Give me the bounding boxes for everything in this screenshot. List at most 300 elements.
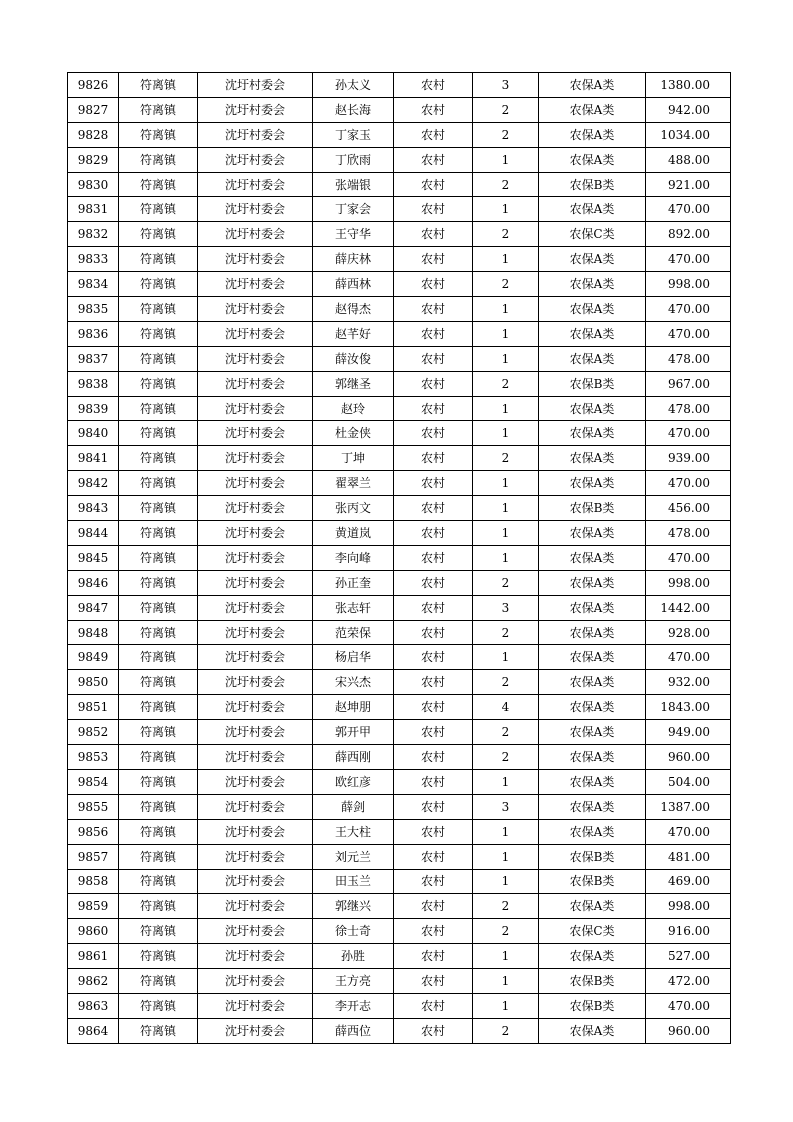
town-cell: 符离镇 bbox=[119, 521, 198, 546]
name-cell: 孙太义 bbox=[313, 73, 394, 98]
row-number: 9862 bbox=[68, 969, 119, 994]
household-size-cell: 1 bbox=[473, 471, 539, 496]
row-number: 9863 bbox=[68, 993, 119, 1018]
table-row bbox=[68, 496, 731, 521]
village-cell: 沈圩村委会 bbox=[198, 73, 313, 98]
village-cell: 沈圩村委会 bbox=[198, 844, 313, 869]
table-row bbox=[68, 297, 731, 322]
amount-cell: 932.00 bbox=[646, 670, 731, 695]
table-row bbox=[68, 272, 731, 297]
row-number: 9837 bbox=[68, 346, 119, 371]
amount-cell: 478.00 bbox=[646, 346, 731, 371]
area-type-cell: 农村 bbox=[394, 297, 473, 322]
name-cell: 范荣保 bbox=[313, 620, 394, 645]
insurance-category-cell: 农保A类 bbox=[539, 346, 646, 371]
household-size-cell: 1 bbox=[473, 545, 539, 570]
insurance-category-cell: 农保B类 bbox=[539, 172, 646, 197]
town-cell: 符离镇 bbox=[119, 446, 198, 471]
amount-cell: 1034.00 bbox=[646, 122, 731, 147]
household-size-cell: 2 bbox=[473, 222, 539, 247]
household-size-cell: 2 bbox=[473, 371, 539, 396]
table-row bbox=[68, 521, 731, 546]
village-cell: 沈圩村委会 bbox=[198, 944, 313, 969]
town-cell: 符离镇 bbox=[119, 844, 198, 869]
table-row bbox=[68, 894, 731, 919]
amount-cell: 470.00 bbox=[646, 471, 731, 496]
town-cell: 符离镇 bbox=[119, 720, 198, 745]
insurance-category-cell: 农保A类 bbox=[539, 670, 646, 695]
area-type-cell: 农村 bbox=[394, 446, 473, 471]
area-type-cell: 农村 bbox=[394, 919, 473, 944]
town-cell: 符离镇 bbox=[119, 421, 198, 446]
row-number: 9849 bbox=[68, 645, 119, 670]
name-cell: 薛汝俊 bbox=[313, 346, 394, 371]
household-size-cell: 2 bbox=[473, 446, 539, 471]
town-cell: 符离镇 bbox=[119, 396, 198, 421]
row-number: 9850 bbox=[68, 670, 119, 695]
area-type-cell: 农村 bbox=[394, 321, 473, 346]
insurance-category-cell: 农保A类 bbox=[539, 471, 646, 496]
household-size-cell: 1 bbox=[473, 993, 539, 1018]
row-number: 9826 bbox=[68, 73, 119, 98]
village-cell: 沈圩村委会 bbox=[198, 321, 313, 346]
row-number: 9828 bbox=[68, 122, 119, 147]
insurance-category-cell: 农保A类 bbox=[539, 297, 646, 322]
area-type-cell: 农村 bbox=[394, 197, 473, 222]
insurance-category-cell: 农保A类 bbox=[539, 247, 646, 272]
village-cell: 沈圩村委会 bbox=[198, 993, 313, 1018]
insurance-category-cell: 农保B类 bbox=[539, 496, 646, 521]
village-cell: 沈圩村委会 bbox=[198, 396, 313, 421]
row-number: 9833 bbox=[68, 247, 119, 272]
area-type-cell: 农村 bbox=[394, 794, 473, 819]
amount-cell: 998.00 bbox=[646, 272, 731, 297]
row-number: 9857 bbox=[68, 844, 119, 869]
amount-cell: 470.00 bbox=[646, 321, 731, 346]
town-cell: 符离镇 bbox=[119, 919, 198, 944]
amount-cell: 892.00 bbox=[646, 222, 731, 247]
insurance-category-cell: 农保A类 bbox=[539, 97, 646, 122]
area-type-cell: 农村 bbox=[394, 844, 473, 869]
amount-cell: 470.00 bbox=[646, 197, 731, 222]
household-size-cell: 1 bbox=[473, 321, 539, 346]
village-cell: 沈圩村委会 bbox=[198, 670, 313, 695]
amount-cell: 967.00 bbox=[646, 371, 731, 396]
name-cell: 翟翠兰 bbox=[313, 471, 394, 496]
insurance-category-cell: 农保A类 bbox=[539, 620, 646, 645]
row-number: 9846 bbox=[68, 570, 119, 595]
amount-cell: 960.00 bbox=[646, 1018, 731, 1043]
amount-cell: 481.00 bbox=[646, 844, 731, 869]
area-type-cell: 农村 bbox=[394, 769, 473, 794]
household-size-cell: 1 bbox=[473, 197, 539, 222]
records-table bbox=[67, 72, 731, 1044]
row-number: 9859 bbox=[68, 894, 119, 919]
area-type-cell: 农村 bbox=[394, 695, 473, 720]
table-row bbox=[68, 222, 731, 247]
area-type-cell: 农村 bbox=[394, 745, 473, 770]
area-type-cell: 农村 bbox=[394, 421, 473, 446]
town-cell: 符离镇 bbox=[119, 172, 198, 197]
table-row bbox=[68, 769, 731, 794]
village-cell: 沈圩村委会 bbox=[198, 969, 313, 994]
name-cell: 赵长海 bbox=[313, 97, 394, 122]
amount-cell: 470.00 bbox=[646, 421, 731, 446]
town-cell: 符离镇 bbox=[119, 819, 198, 844]
village-cell: 沈圩村委会 bbox=[198, 570, 313, 595]
table-row bbox=[68, 1018, 731, 1043]
insurance-category-cell: 农保A类 bbox=[539, 122, 646, 147]
area-type-cell: 农村 bbox=[394, 371, 473, 396]
table-row bbox=[68, 869, 731, 894]
amount-cell: 456.00 bbox=[646, 496, 731, 521]
household-size-cell: 2 bbox=[473, 620, 539, 645]
area-type-cell: 农村 bbox=[394, 545, 473, 570]
name-cell: 黄道岚 bbox=[313, 521, 394, 546]
amount-cell: 939.00 bbox=[646, 446, 731, 471]
town-cell: 符离镇 bbox=[119, 297, 198, 322]
insurance-category-cell: 农保C类 bbox=[539, 222, 646, 247]
insurance-category-cell: 农保A类 bbox=[539, 819, 646, 844]
name-cell: 李开志 bbox=[313, 993, 394, 1018]
town-cell: 符离镇 bbox=[119, 73, 198, 98]
amount-cell: 470.00 bbox=[646, 645, 731, 670]
town-cell: 符离镇 bbox=[119, 1018, 198, 1043]
household-size-cell: 1 bbox=[473, 969, 539, 994]
household-size-cell: 1 bbox=[473, 247, 539, 272]
household-size-cell: 1 bbox=[473, 944, 539, 969]
village-cell: 沈圩村委会 bbox=[198, 297, 313, 322]
town-cell: 符离镇 bbox=[119, 869, 198, 894]
area-type-cell: 农村 bbox=[394, 346, 473, 371]
area-type-cell: 农村 bbox=[394, 496, 473, 521]
name-cell: 郭继兴 bbox=[313, 894, 394, 919]
town-cell: 符离镇 bbox=[119, 620, 198, 645]
name-cell: 薛西林 bbox=[313, 272, 394, 297]
household-size-cell: 1 bbox=[473, 421, 539, 446]
town-cell: 符离镇 bbox=[119, 97, 198, 122]
village-cell: 沈圩村委会 bbox=[198, 819, 313, 844]
row-number: 9852 bbox=[68, 720, 119, 745]
area-type-cell: 农村 bbox=[394, 645, 473, 670]
amount-cell: 942.00 bbox=[646, 97, 731, 122]
insurance-category-cell: 农保A类 bbox=[539, 645, 646, 670]
area-type-cell: 农村 bbox=[394, 471, 473, 496]
row-number: 9843 bbox=[68, 496, 119, 521]
row-number: 9851 bbox=[68, 695, 119, 720]
town-cell: 符离镇 bbox=[119, 695, 198, 720]
town-cell: 符离镇 bbox=[119, 496, 198, 521]
village-cell: 沈圩村委会 bbox=[198, 247, 313, 272]
insurance-category-cell: 农保A类 bbox=[539, 944, 646, 969]
area-type-cell: 农村 bbox=[394, 272, 473, 297]
amount-cell: 949.00 bbox=[646, 720, 731, 745]
village-cell: 沈圩村委会 bbox=[198, 421, 313, 446]
area-type-cell: 农村 bbox=[394, 595, 473, 620]
table-row bbox=[68, 371, 731, 396]
town-cell: 符离镇 bbox=[119, 645, 198, 670]
name-cell: 王大柱 bbox=[313, 819, 394, 844]
name-cell: 张志轩 bbox=[313, 595, 394, 620]
table-row bbox=[68, 197, 731, 222]
village-cell: 沈圩村委会 bbox=[198, 894, 313, 919]
household-size-cell: 2 bbox=[473, 894, 539, 919]
area-type-cell: 农村 bbox=[394, 894, 473, 919]
area-type-cell: 农村 bbox=[394, 869, 473, 894]
name-cell: 赵芊好 bbox=[313, 321, 394, 346]
household-size-cell: 1 bbox=[473, 869, 539, 894]
village-cell: 沈圩村委会 bbox=[198, 521, 313, 546]
insurance-category-cell: 农保C类 bbox=[539, 919, 646, 944]
area-type-cell: 农村 bbox=[394, 247, 473, 272]
town-cell: 符离镇 bbox=[119, 944, 198, 969]
name-cell: 郭开甲 bbox=[313, 720, 394, 745]
village-cell: 沈圩村委会 bbox=[198, 545, 313, 570]
household-size-cell: 1 bbox=[473, 147, 539, 172]
household-size-cell: 3 bbox=[473, 73, 539, 98]
town-cell: 符离镇 bbox=[119, 993, 198, 1018]
amount-cell: 488.00 bbox=[646, 147, 731, 172]
village-cell: 沈圩村委会 bbox=[198, 620, 313, 645]
row-number: 9844 bbox=[68, 521, 119, 546]
name-cell: 丁家玉 bbox=[313, 122, 394, 147]
row-number: 9838 bbox=[68, 371, 119, 396]
table-row bbox=[68, 97, 731, 122]
name-cell: 丁坤 bbox=[313, 446, 394, 471]
name-cell: 王守华 bbox=[313, 222, 394, 247]
name-cell: 薛庆林 bbox=[313, 247, 394, 272]
household-size-cell: 2 bbox=[473, 97, 539, 122]
amount-cell: 1387.00 bbox=[646, 794, 731, 819]
insurance-category-cell: 农保A类 bbox=[539, 595, 646, 620]
name-cell: 张丙文 bbox=[313, 496, 394, 521]
table-row bbox=[68, 969, 731, 994]
area-type-cell: 农村 bbox=[394, 97, 473, 122]
name-cell: 薛剑 bbox=[313, 794, 394, 819]
village-cell: 沈圩村委会 bbox=[198, 371, 313, 396]
area-type-cell: 农村 bbox=[394, 521, 473, 546]
amount-cell: 1843.00 bbox=[646, 695, 731, 720]
table-row bbox=[68, 745, 731, 770]
insurance-category-cell: 农保A类 bbox=[539, 545, 646, 570]
household-size-cell: 1 bbox=[473, 844, 539, 869]
row-number: 9830 bbox=[68, 172, 119, 197]
household-size-cell: 2 bbox=[473, 272, 539, 297]
town-cell: 符离镇 bbox=[119, 745, 198, 770]
area-type-cell: 农村 bbox=[394, 122, 473, 147]
name-cell: 孙正奎 bbox=[313, 570, 394, 595]
area-type-cell: 农村 bbox=[394, 720, 473, 745]
table-row bbox=[68, 645, 731, 670]
amount-cell: 998.00 bbox=[646, 570, 731, 595]
village-cell: 沈圩村委会 bbox=[198, 446, 313, 471]
village-cell: 沈圩村委会 bbox=[198, 919, 313, 944]
town-cell: 符离镇 bbox=[119, 371, 198, 396]
table-row bbox=[68, 944, 731, 969]
town-cell: 符离镇 bbox=[119, 670, 198, 695]
village-cell: 沈圩村委会 bbox=[198, 197, 313, 222]
household-size-cell: 1 bbox=[473, 346, 539, 371]
name-cell: 张端银 bbox=[313, 172, 394, 197]
village-cell: 沈圩村委会 bbox=[198, 496, 313, 521]
amount-cell: 928.00 bbox=[646, 620, 731, 645]
row-number: 9861 bbox=[68, 944, 119, 969]
household-size-cell: 2 bbox=[473, 570, 539, 595]
town-cell: 符离镇 bbox=[119, 272, 198, 297]
table-body bbox=[68, 73, 731, 1044]
name-cell: 丁欣雨 bbox=[313, 147, 394, 172]
area-type-cell: 农村 bbox=[394, 147, 473, 172]
village-cell: 沈圩村委会 bbox=[198, 147, 313, 172]
village-cell: 沈圩村委会 bbox=[198, 645, 313, 670]
row-number: 9856 bbox=[68, 819, 119, 844]
table-row bbox=[68, 595, 731, 620]
row-number: 9835 bbox=[68, 297, 119, 322]
village-cell: 沈圩村委会 bbox=[198, 769, 313, 794]
town-cell: 符离镇 bbox=[119, 197, 198, 222]
amount-cell: 469.00 bbox=[646, 869, 731, 894]
household-size-cell: 1 bbox=[473, 496, 539, 521]
table-row bbox=[68, 73, 731, 98]
household-size-cell: 1 bbox=[473, 396, 539, 421]
table-row bbox=[68, 471, 731, 496]
table-row bbox=[68, 122, 731, 147]
table-row bbox=[68, 720, 731, 745]
village-cell: 沈圩村委会 bbox=[198, 471, 313, 496]
village-cell: 沈圩村委会 bbox=[198, 720, 313, 745]
table-row bbox=[68, 545, 731, 570]
row-number: 9841 bbox=[68, 446, 119, 471]
table-row bbox=[68, 695, 731, 720]
household-size-cell: 4 bbox=[473, 695, 539, 720]
household-size-cell: 2 bbox=[473, 172, 539, 197]
amount-cell: 921.00 bbox=[646, 172, 731, 197]
town-cell: 符离镇 bbox=[119, 545, 198, 570]
table-row bbox=[68, 620, 731, 645]
town-cell: 符离镇 bbox=[119, 570, 198, 595]
row-number: 9847 bbox=[68, 595, 119, 620]
area-type-cell: 农村 bbox=[394, 819, 473, 844]
name-cell: 赵玲 bbox=[313, 396, 394, 421]
insurance-category-cell: 农保A类 bbox=[539, 396, 646, 421]
village-cell: 沈圩村委会 bbox=[198, 97, 313, 122]
town-cell: 符离镇 bbox=[119, 894, 198, 919]
amount-cell: 470.00 bbox=[646, 993, 731, 1018]
row-number: 9829 bbox=[68, 147, 119, 172]
village-cell: 沈圩村委会 bbox=[198, 122, 313, 147]
village-cell: 沈圩村委会 bbox=[198, 346, 313, 371]
amount-cell: 916.00 bbox=[646, 919, 731, 944]
insurance-category-cell: 农保A类 bbox=[539, 769, 646, 794]
table-row bbox=[68, 421, 731, 446]
insurance-category-cell: 农保B类 bbox=[539, 869, 646, 894]
amount-cell: 1442.00 bbox=[646, 595, 731, 620]
table-row bbox=[68, 446, 731, 471]
table-row bbox=[68, 247, 731, 272]
row-number: 9827 bbox=[68, 97, 119, 122]
row-number: 9831 bbox=[68, 197, 119, 222]
name-cell: 丁家会 bbox=[313, 197, 394, 222]
household-size-cell: 2 bbox=[473, 720, 539, 745]
area-type-cell: 农村 bbox=[394, 993, 473, 1018]
insurance-category-cell: 农保A类 bbox=[539, 272, 646, 297]
area-type-cell: 农村 bbox=[394, 396, 473, 421]
table-row bbox=[68, 919, 731, 944]
household-size-cell: 2 bbox=[473, 919, 539, 944]
insurance-category-cell: 农保A类 bbox=[539, 147, 646, 172]
village-cell: 沈圩村委会 bbox=[198, 222, 313, 247]
row-number: 9854 bbox=[68, 769, 119, 794]
table-row bbox=[68, 147, 731, 172]
table-row bbox=[68, 172, 731, 197]
name-cell: 赵坤朋 bbox=[313, 695, 394, 720]
area-type-cell: 农村 bbox=[394, 969, 473, 994]
row-number: 9832 bbox=[68, 222, 119, 247]
name-cell: 欧红彦 bbox=[313, 769, 394, 794]
row-number: 9845 bbox=[68, 545, 119, 570]
insurance-category-cell: 农保A类 bbox=[539, 73, 646, 98]
area-type-cell: 农村 bbox=[394, 73, 473, 98]
name-cell: 田玉兰 bbox=[313, 869, 394, 894]
name-cell: 郭继圣 bbox=[313, 371, 394, 396]
name-cell: 赵得杰 bbox=[313, 297, 394, 322]
area-type-cell: 农村 bbox=[394, 620, 473, 645]
row-number: 9842 bbox=[68, 471, 119, 496]
town-cell: 符离镇 bbox=[119, 346, 198, 371]
amount-cell: 527.00 bbox=[646, 944, 731, 969]
town-cell: 符离镇 bbox=[119, 969, 198, 994]
village-cell: 沈圩村委会 bbox=[198, 595, 313, 620]
village-cell: 沈圩村委会 bbox=[198, 745, 313, 770]
town-cell: 符离镇 bbox=[119, 595, 198, 620]
area-type-cell: 农村 bbox=[394, 172, 473, 197]
insurance-category-cell: 农保B类 bbox=[539, 969, 646, 994]
insurance-category-cell: 农保A类 bbox=[539, 1018, 646, 1043]
row-number: 9834 bbox=[68, 272, 119, 297]
amount-cell: 470.00 bbox=[646, 819, 731, 844]
insurance-category-cell: 农保A类 bbox=[539, 197, 646, 222]
insurance-category-cell: 农保B类 bbox=[539, 993, 646, 1018]
insurance-category-cell: 农保A类 bbox=[539, 421, 646, 446]
insurance-category-cell: 农保B类 bbox=[539, 844, 646, 869]
insurance-category-cell: 农保A类 bbox=[539, 794, 646, 819]
amount-cell: 478.00 bbox=[646, 396, 731, 421]
row-number: 9858 bbox=[68, 869, 119, 894]
household-size-cell: 2 bbox=[473, 745, 539, 770]
town-cell: 符离镇 bbox=[119, 794, 198, 819]
area-type-cell: 农村 bbox=[394, 944, 473, 969]
name-cell: 王方亮 bbox=[313, 969, 394, 994]
household-size-cell: 2 bbox=[473, 122, 539, 147]
name-cell: 徐士奇 bbox=[313, 919, 394, 944]
name-cell: 薛西位 bbox=[313, 1018, 394, 1043]
area-type-cell: 农村 bbox=[394, 670, 473, 695]
town-cell: 符离镇 bbox=[119, 471, 198, 496]
row-number: 9836 bbox=[68, 321, 119, 346]
area-type-cell: 农村 bbox=[394, 1018, 473, 1043]
insurance-category-cell: 农保A类 bbox=[539, 894, 646, 919]
household-size-cell: 1 bbox=[473, 297, 539, 322]
amount-cell: 998.00 bbox=[646, 894, 731, 919]
household-size-cell: 1 bbox=[473, 521, 539, 546]
town-cell: 符离镇 bbox=[119, 222, 198, 247]
table-row bbox=[68, 321, 731, 346]
town-cell: 符离镇 bbox=[119, 769, 198, 794]
amount-cell: 1380.00 bbox=[646, 73, 731, 98]
insurance-category-cell: 农保A类 bbox=[539, 745, 646, 770]
row-number: 9853 bbox=[68, 745, 119, 770]
name-cell: 刘元兰 bbox=[313, 844, 394, 869]
